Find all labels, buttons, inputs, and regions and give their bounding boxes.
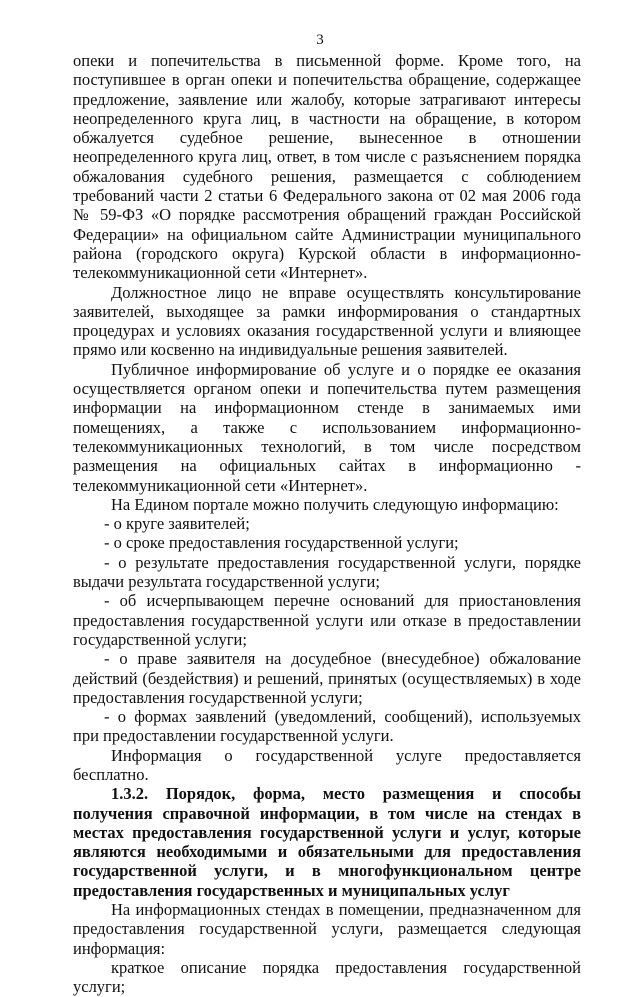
paragraph-procedure-summary: краткое описание порядка предоставления государственной услуги; bbox=[73, 957, 581, 997]
paragraph-official-restriction: Должностное лицо не вправе осуществлять консультирование заявителей, выходящее за рамки информирования о стандартных процедурах и условиях оказания государственной услуги и влияющее прямо или косвенно на индивидуальные решения заявителей. bbox=[73, 282, 581, 360]
list-item-service-result: - о результате предоставления государственной услуги, порядке выдачи результата государственной услуги; bbox=[73, 552, 581, 592]
list-item-service-term: - о сроке предоставления государственной услуги; bbox=[104, 533, 459, 553]
paragraph-free-information: Информация о государственной услуге предоставляется бесплатно. bbox=[73, 745, 581, 784]
paragraph-info-stands: На информационных стендах в помещении, предназначенном для предоставления государственной услуги, размещается следующая информация: bbox=[73, 900, 581, 958]
page-number: 3 bbox=[316, 32, 324, 48]
document-body bbox=[73, 51, 581, 997]
paragraph-opeka-response: опеки и попечительства в письменной форме. Кроме того, на поступившее в орган опеки и попечительства обращение, содержащее предложение, заявление или жалобу, которые затрагивают интересы неопределенного круга лиц, в частности на обращение, в котором обжалуется судебное решение, вынесенное в отношении неопределенного круга лиц, ответ, в том числе с разъяснением порядка обжалования судебного решения, размещается с соблюдением требований части 2 статьи 6 Федерального закона от 02 мая 2006 года № 59-ФЗ «О порядке рассмотрения обращений граждан Российской Федерации» на официальном сайте Администрации муниципального района (городского округа) Курской области в информационно-телекоммуникационной сети «Интернет». bbox=[73, 51, 581, 283]
list-item-appeal-right: - о праве заявителя на досудебное (внесудебное) обжалование действий (бездействия) и решений, принятых (осуществляемых) в ходе предоставления государственной услуги; bbox=[73, 649, 581, 707]
paragraph-portal-info-intro: На Едином портале можно получить следующую информацию: bbox=[111, 494, 559, 514]
list-item-application-forms: - о формах заявлений (уведомлений, сообщений), используемых при предоставлении государственной услуги. bbox=[73, 707, 581, 746]
list-item-suspension-grounds: - об исчерпывающем перечне оснований для приостановления предоставления государственной услуги или отказе в предоставлении государственной услуги; bbox=[73, 591, 581, 649]
list-item-applicants: - о круге заявителей; bbox=[104, 514, 250, 534]
paragraph-public-informing: Публичное информирование об услуге и о порядке ее оказания осуществляется органом опеки и попечительства путем размещения информации на информационном стенде в занимаемых ими помещениях, а также с использованием информационно-телекоммуникационных технологий, в том числе посредством размещения на официальных сайтах в информационно - телекоммуникационной сети «Интернет». bbox=[73, 359, 581, 495]
section-heading-1-3-2: 1.3.2. Порядок, форма, место размещения и способы получения справочной информации, в том числе на стендах в местах предоставления государственной услуги и услуг, которые являются необходимыми и обязательными для предоставления государственной услуги, и в многофункциональном центре предоставления государственных и муниципальных услуг bbox=[73, 784, 581, 900]
